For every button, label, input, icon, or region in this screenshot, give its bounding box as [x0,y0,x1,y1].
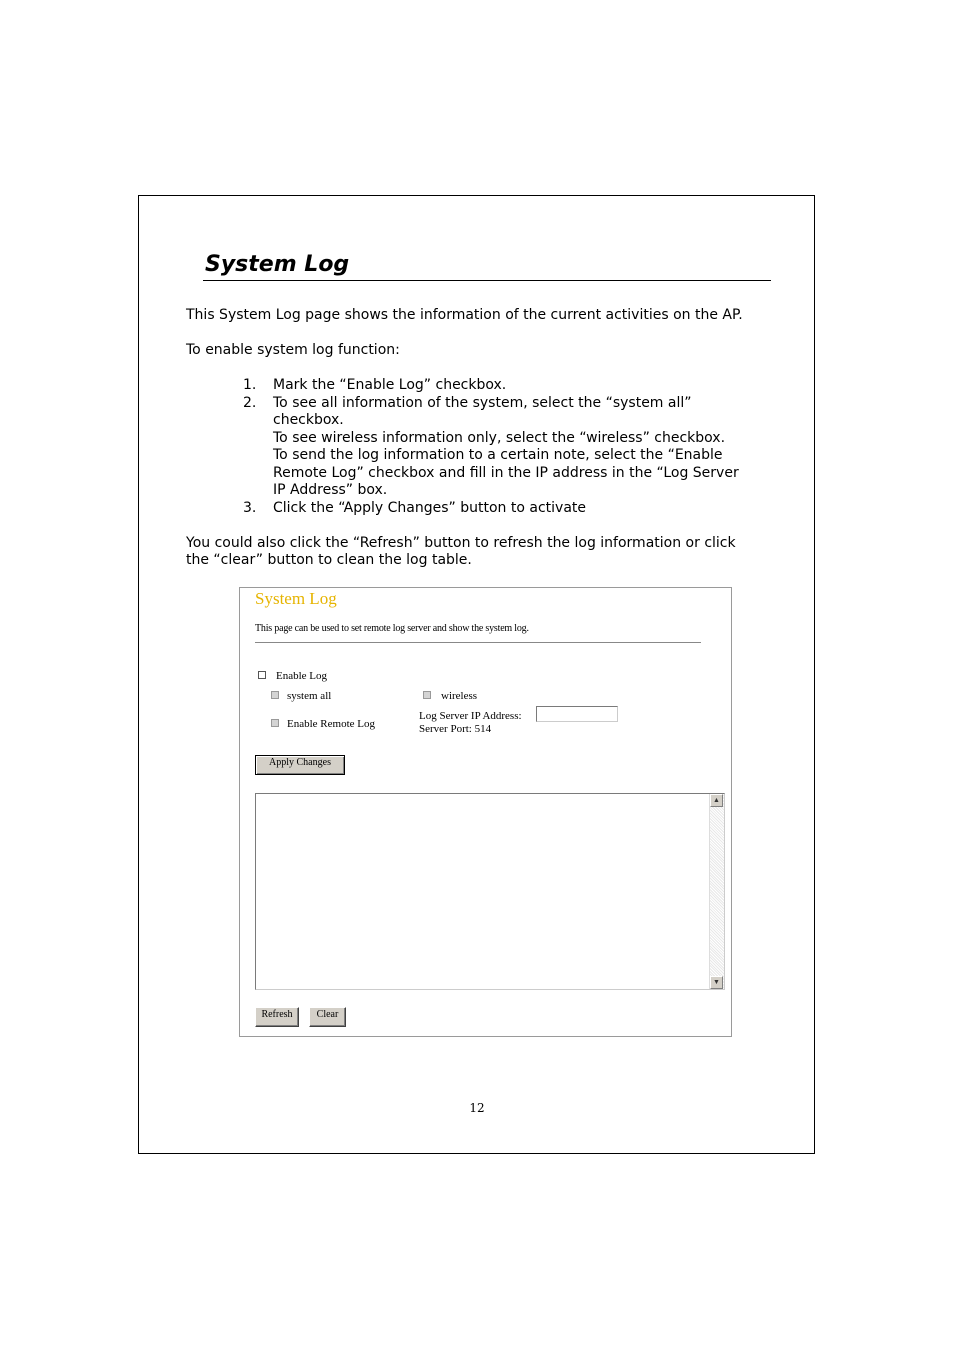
outro-line-1: You could also click the “Refresh” button to refresh the log information or click [186,535,736,551]
ui-divider [255,642,701,643]
heading-underline [203,280,771,281]
step-text: Mark the “Enable Log” checkbox. [273,377,507,393]
step-text: checkbox. [273,412,344,428]
enable-log-row [258,666,327,684]
log-server-ip-label: Log Server IP Address: [419,710,522,722]
system-all-row [271,686,331,704]
intro-paragraph: This System Log page shows the information of the current activities on the AP. [186,307,743,323]
outro-line-2: the “clear” button to clean the log table. [186,552,472,568]
system-all-label: system all [287,690,332,702]
wireless-checkbox[interactable] [423,691,431,699]
enable-log-checkbox[interactable] [258,671,266,679]
server-port-label: Server Port: 514 [419,723,492,735]
step-number: 1. [243,377,257,393]
apply-changes-button[interactable]: Apply Changes [255,755,345,775]
lead-paragraph: To enable system log function: [186,342,400,358]
step-3 [243,500,763,518]
enable-remote-log-checkbox[interactable] [271,719,279,727]
step-number: 2. [243,394,257,411]
enable-remote-log-label: Enable Remote Log [287,718,375,730]
step-number: 3. [243,499,257,516]
section-heading: System Log [205,252,350,277]
ui-page-description: This page can be used to set remote log server and show the system log. [255,623,529,634]
wireless-label: wireless [441,690,478,702]
step-1 [243,377,763,395]
enable-remote-log-row [271,714,375,732]
step-text: To send the log information to a certain note, select the “Enable [273,447,723,463]
step-text: Remote Log” checkbox and fill in the IP address in the “Log Server [273,464,739,481]
log-scrollbar[interactable] [709,794,724,989]
step-text: To see all information of the system, select the “system all” [273,394,692,411]
refresh-button[interactable]: Refresh [255,1007,299,1027]
steps-list [243,377,763,517]
step-text: To see wireless information only, select the “wireless” checkbox. [273,429,726,446]
step-text: Click the “Apply Changes” button to activate [273,499,587,516]
scroll-up-icon[interactable]: ▲ [710,794,723,807]
log-textarea[interactable] [255,793,725,990]
log-server-ip-input[interactable] [536,706,618,722]
step-text: IP Address” box. [273,482,388,498]
system-log-screenshot [239,587,732,1037]
enable-log-label: Enable Log [276,670,328,682]
clear-button[interactable]: Clear [309,1007,346,1027]
wireless-row [423,686,477,704]
system-all-checkbox[interactable] [271,691,279,699]
step-2 [243,395,763,500]
ui-page-title: System Log [255,589,337,608]
page-number: 12 [469,1101,485,1115]
scroll-down-icon[interactable]: ▼ [710,976,723,989]
